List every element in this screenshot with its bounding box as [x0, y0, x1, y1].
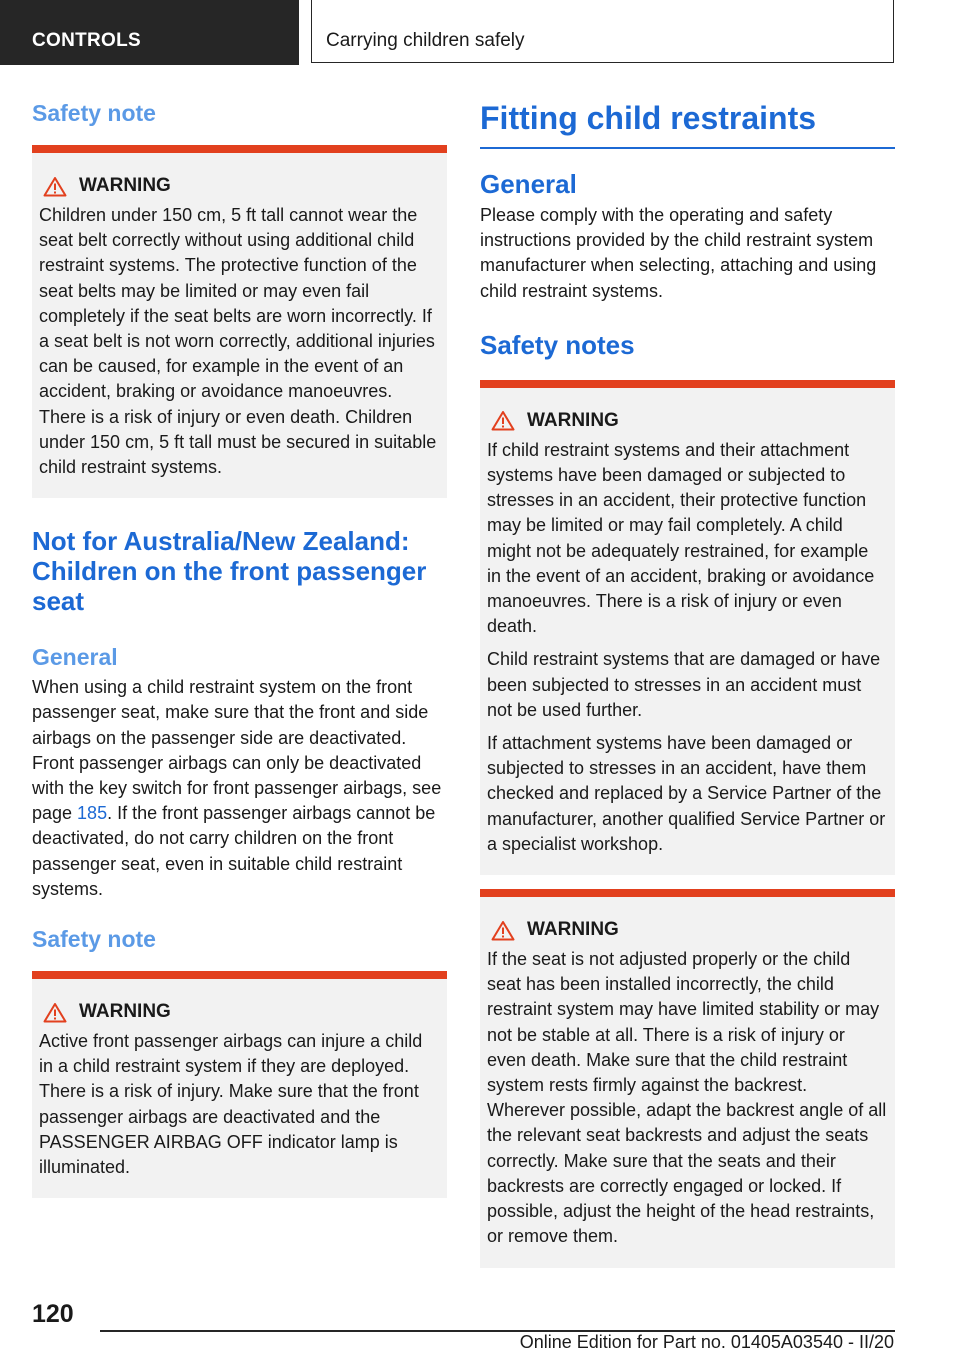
general-heading-left: General	[32, 644, 118, 671]
right-column	[480, 100, 895, 1268]
footer-edition: Online Edition for Part no. 01405A03540 - II/20	[519, 1332, 894, 1352]
section-title-front-passenger: Not for Australia/New Zealand: Children on the front passenger seat	[32, 526, 427, 617]
general-text-right: Please comply with the operating and safety instructions provided by the child restraint system manufacturer when selecting, attaching and using child restraint systems.	[480, 205, 877, 301]
warning-label: WARNING	[79, 1001, 171, 1023]
page-link-185[interactable]: 185	[77, 803, 108, 824]
warning-box-1	[32, 145, 447, 498]
warning-text-4: If the seat is not adjusted properly or the child seat has been installed incorrectly, the child restraint system may have limited stability or may not be stable at all. There is a risk of injury or even death. Make sure that the child restraint system rests firmly against the backrest. Wherever possible, adapt the backrest angle of all the relevant seat backrests and adjust the seats correctly. Make sure that the seats and their backrests are correctly engaged or locked. If possible, adjust the height of the head restraints, or remove them.	[487, 949, 887, 1247]
safety-note-heading-2: Safety note	[32, 926, 156, 953]
warning-title-1	[43, 175, 439, 197]
warning-label: WARNING	[527, 409, 619, 431]
warning-title-2	[43, 1001, 439, 1023]
warning-triangle-icon	[43, 176, 67, 197]
warning-box-3	[480, 380, 895, 875]
general-text-part-b: . If the front passenger airbags cannot be deactivated, do not carry children on the front passenger seat, even in suitable child restraint systems.	[32, 803, 436, 899]
header-chapter-box	[311, 0, 894, 63]
warning-label: WARNING	[79, 175, 171, 196]
warning-3-paragraph-3: If attachment systems have been damaged or subjected to stresses in an accident, have them checked and replaced by a Service Partner of the manufacturer, another qualified Service Partner or a specialist workshop.	[487, 733, 886, 854]
page-title: Fitting child restraints	[480, 100, 895, 149]
header-section-tab	[0, 0, 299, 65]
warning-triangle-icon	[491, 410, 515, 431]
warning-box-4	[480, 889, 895, 1267]
safety-note-heading-1: Safety note	[32, 100, 156, 126]
warning-title-3	[491, 410, 887, 432]
warning-text-2: Active front passenger airbags can injure a child in a child restraint system if they are deployed. There is a risk of injury. Make sure that the front passenger airbags are deactivated and the PASSENGER AIRBAG OFF indicator lamp is illuminated.	[39, 1031, 423, 1178]
warning-3-paragraph-1: If child restraint systems and their attachment systems have been damaged or subjected to stresses in an accident, their protective function may be limited or may fail completely. A child might not be adequately restrained, for example in the event of an accident, braking or avoidance manoeuvres. There is a risk of injury or even death.	[487, 439, 875, 637]
general-text-left	[32, 675, 447, 902]
safety-notes-heading: Safety notes	[480, 329, 635, 360]
warning-text-1: Children under 150 cm, 5 ft tall cannot wear the seat belt correctly without using additional child restraint systems. The protective function of the seat belts may be limited or may even fail completely if the seat belts are worn incorrectly. If a seat belt is not worn correctly, additional injuries can be caused, for example in the event of an accident, braking or avoidance manoeuvres. There is a risk of injury or even death. Children under 150 cm, 5 ft tall must be secured in suitable child restraint systems.	[39, 205, 437, 478]
left-column	[32, 100, 447, 1198]
general-text-part-a: When using a child restraint system on the front passenger seat, make sure that the front and side airbags on the passenger side are deactivated. Front passenger airbags can only be deactivated with the key switch for front passenger airbags, see page	[32, 677, 442, 824]
general-heading-right: General	[480, 169, 577, 199]
warning-label: WARNING	[527, 919, 619, 941]
warning-triangle-icon	[43, 1002, 67, 1023]
warning-3-paragraph-2: Child restraint systems that are damaged or have been subjected to stresses in an accident must not be used further.	[487, 649, 881, 720]
warning-title-4	[491, 919, 887, 941]
warning-triangle-icon	[491, 920, 515, 941]
header-section: CONTROLS	[32, 30, 142, 51]
header-chapter: Carrying children safely	[326, 30, 525, 51]
page-number: 120	[32, 1300, 74, 1328]
warning-box-2	[32, 971, 447, 1198]
